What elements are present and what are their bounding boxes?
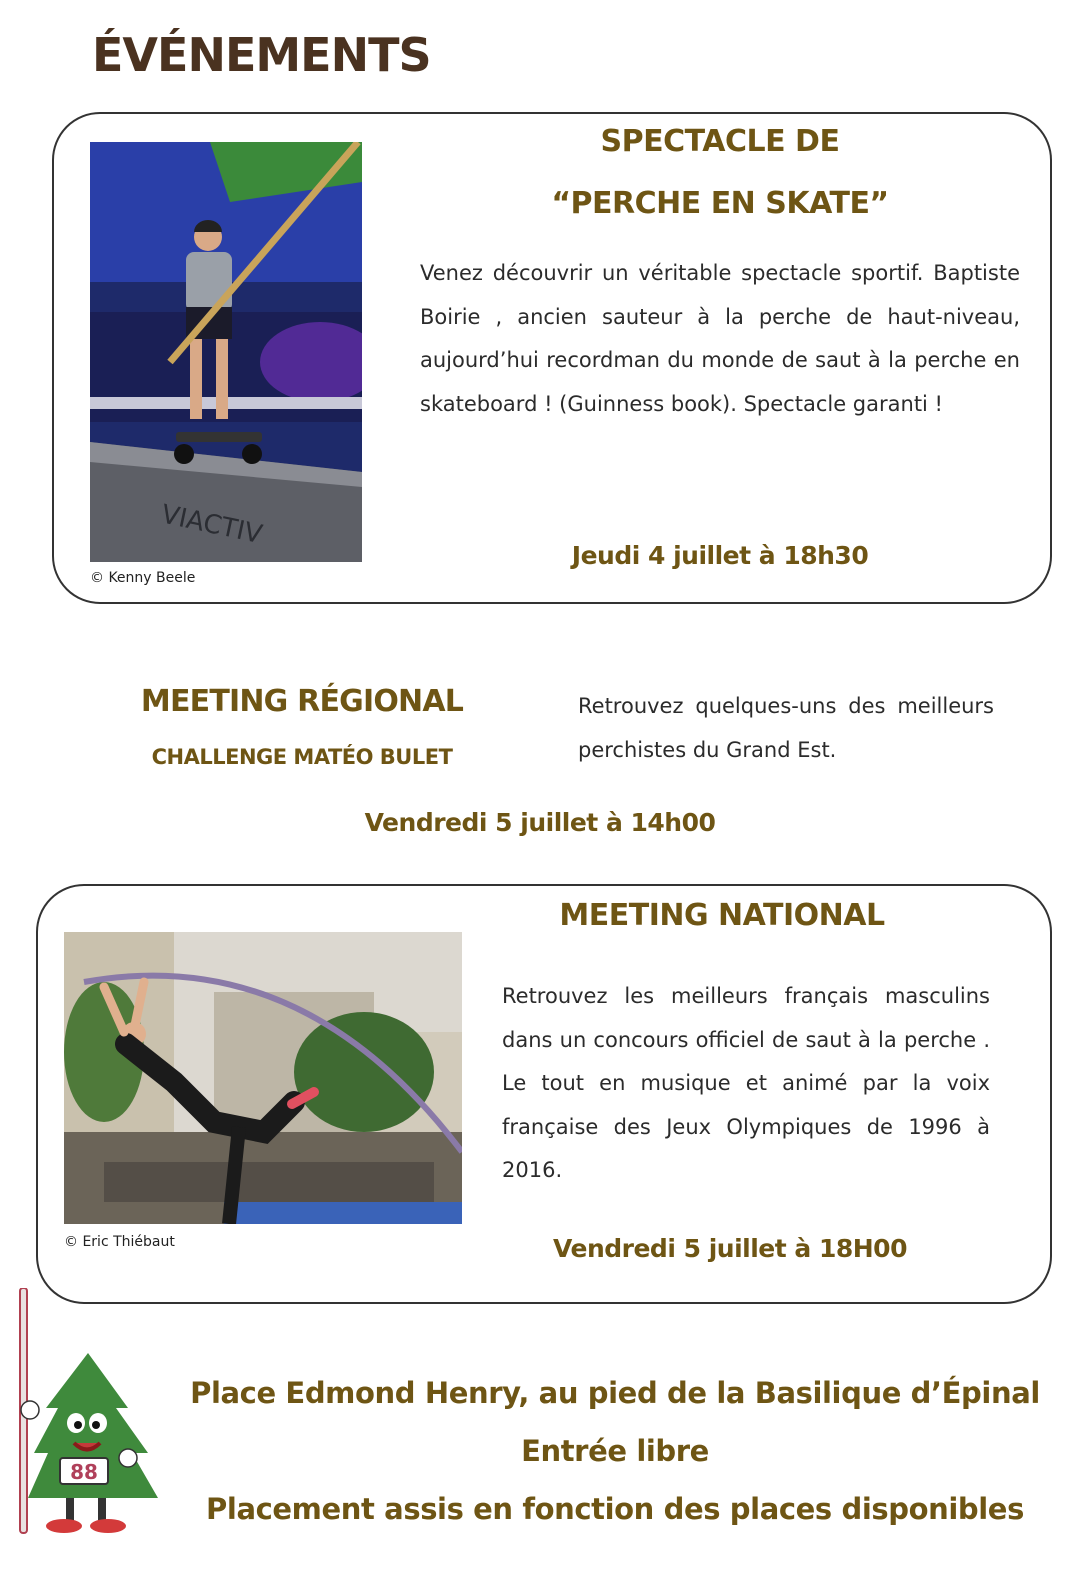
skate-date: Jeudi 4 juillet à 18h30: [571, 541, 869, 570]
skate-title-line2: “PERCHE EN SKATE”: [551, 186, 889, 221]
regional-title: MEETING RÉGIONAL: [140, 684, 464, 719]
page-title: ÉVÉNEMENTS: [92, 28, 431, 82]
national-photo: [64, 932, 462, 1224]
skate-photo-banner-text: VIACTIV: [158, 499, 265, 551]
footer-entry: Entrée libre: [521, 1434, 709, 1468]
national-title: MEETING NATIONAL: [559, 898, 885, 933]
national-description: Retrouvez les meilleurs français masculins dans un concours officiel de saut à la perche . Le tout en musique et animé par la voix française des Jeux Olympiques de 1996 à 2016.: [502, 984, 990, 1182]
national-date: Vendredi 5 juillet à 18H00: [553, 1234, 907, 1263]
mascot-bib-number: 88: [70, 1460, 98, 1484]
skate-photo: [90, 142, 362, 562]
footer-location: Place Edmond Henry, au pied de la Basilique d’Épinal: [190, 1376, 1040, 1410]
mascot-illustration: [8, 1288, 168, 1538]
footer-seating: Placement assis en fonction des places disponibles: [206, 1492, 1024, 1526]
regional-description: Retrouvez quelques-uns des meilleurs perchistes du Grand Est.: [578, 694, 994, 762]
regional-date: Vendredi 5 juillet à 14h00: [364, 808, 716, 837]
regional-subtitle: CHALLENGE MATÉO BULET: [151, 745, 453, 769]
skate-title-line1: SPECTACLE DE: [600, 124, 840, 159]
photo-credit-skate: © Kenny Beele: [90, 570, 196, 586]
skate-description: Venez découvrir un véritable spectacle sportif. Baptiste Boirie , ancien sauteur à la perche de haut-niveau, aujourd’hui recordman du monde de saut à la perche en skateboard ! (Guinness book). Spectacle garanti !: [420, 261, 1020, 416]
photo-credit-national: © Eric Thiébaut: [64, 1234, 175, 1250]
